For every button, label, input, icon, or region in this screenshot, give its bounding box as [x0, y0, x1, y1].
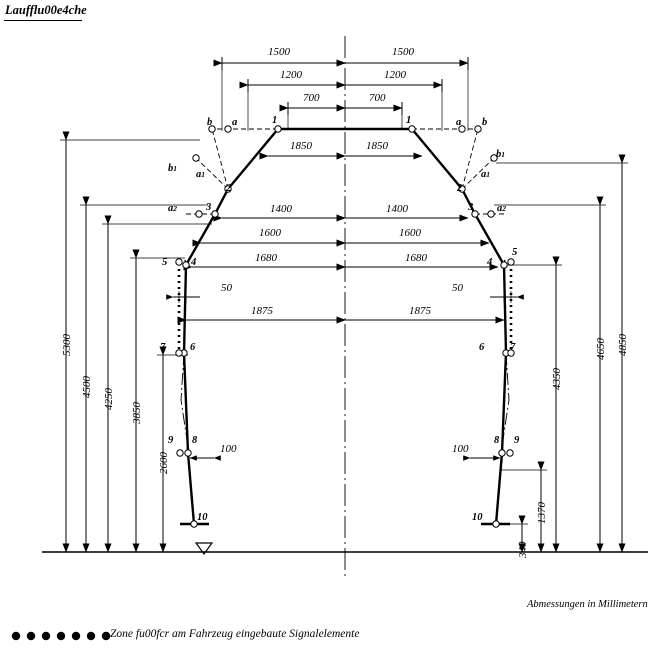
- node-label-a1-left-text: a1: [196, 169, 205, 180]
- node-label-a1-right-text: a1: [481, 169, 490, 180]
- node-label-a2-right-text: a2: [497, 203, 506, 214]
- dim-1850-left: 1850: [290, 140, 312, 152]
- dim-1500-left: 1500: [268, 46, 290, 58]
- node-label-9-right: 9: [514, 435, 520, 446]
- dim-1400-right: 1400: [386, 203, 408, 215]
- dim-1850-right: 1850: [366, 140, 388, 152]
- node-label-4-left: 4: [191, 257, 197, 268]
- dim-1500-right: 1500: [392, 46, 414, 58]
- dim-4350: 4350: [551, 368, 563, 390]
- dim-700-right: 700: [369, 92, 386, 104]
- dim-4650: 4650: [595, 338, 607, 360]
- dim-5300: 5300: [61, 334, 73, 356]
- node-label-7-left: 7: [160, 342, 166, 353]
- units-note: Abmessungen in Millimetern: [527, 599, 648, 610]
- node-label-3-left: 3: [206, 202, 212, 213]
- node-label-1-right: 1: [406, 115, 412, 126]
- dim-50-right: 50: [452, 282, 463, 294]
- dim-3850: 3850: [131, 402, 143, 424]
- dim-4500: 4500: [81, 376, 93, 398]
- dim-2600: 2600: [158, 452, 170, 474]
- node-label-b-right: b: [482, 117, 488, 128]
- node-label-10-right: 10: [472, 512, 483, 523]
- dim-50-left: 50: [221, 282, 232, 294]
- dim-1680-left: 1680: [255, 252, 277, 264]
- node-label-2-right: 2: [457, 183, 463, 194]
- node-label-b1-left-text: b1: [168, 163, 177, 174]
- node-label-b1-left: [168, 164, 177, 175]
- node-label-b1-right: [496, 150, 505, 161]
- node-label-a-right: a: [456, 117, 462, 128]
- page-title: Laufflu00e4che: [5, 3, 87, 17]
- node-label-a2-left-text: a2: [168, 203, 177, 214]
- dim-700-left: 700: [303, 92, 320, 104]
- dim-1875-left: 1875: [251, 305, 273, 317]
- node-label-a2-left: [168, 204, 177, 215]
- legend-dots-icon: [10, 628, 120, 644]
- dim-1200-left: 1200: [280, 69, 302, 81]
- node-label-a-left: a: [232, 117, 238, 128]
- dim-100-left: 100: [220, 443, 237, 455]
- dim-1600-left: 1600: [259, 227, 281, 239]
- legend-label: Zone fu00fcr am Fahrzeug eingebaute Signalelemente: [110, 628, 360, 640]
- dim-1680-right: 1680: [405, 252, 427, 264]
- node-label-2-left: 2: [226, 183, 232, 194]
- node-label-5-right: 5: [512, 247, 518, 258]
- node-label-8-left: 8: [192, 435, 198, 446]
- dim-1370: 1370: [536, 502, 548, 524]
- dim-1400-left: 1400: [270, 203, 292, 215]
- node-label-b1-right-text: b1: [496, 149, 505, 160]
- node-label-4-right: 4: [487, 257, 493, 268]
- node-label-a1-right: [481, 170, 490, 181]
- node-label-8-right: 8: [494, 435, 500, 446]
- node-label-5-left: 5: [162, 257, 168, 268]
- dim-4250: 4250: [103, 388, 115, 410]
- dim-1200-right: 1200: [384, 69, 406, 81]
- node-label-a2-right: [497, 204, 506, 215]
- node-label-3-right: 3: [468, 202, 474, 213]
- node-label-6-left: 6: [190, 342, 196, 353]
- node-label-6-right: 6: [479, 342, 485, 353]
- node-label-10-left: 10: [197, 512, 208, 523]
- node-label-1-left: 1: [272, 115, 278, 126]
- node-label-b-left: b: [207, 117, 213, 128]
- dim-100-right: 100: [452, 443, 469, 455]
- node-label-a1-left: [196, 170, 205, 181]
- dim-340: 340: [517, 541, 529, 558]
- dim-1875-right: 1875: [409, 305, 431, 317]
- dim-4850: 4850: [617, 334, 629, 356]
- dim-1600-right: 1600: [399, 227, 421, 239]
- node-label-7-right: 7: [510, 342, 516, 353]
- node-label-9-left: 9: [168, 435, 174, 446]
